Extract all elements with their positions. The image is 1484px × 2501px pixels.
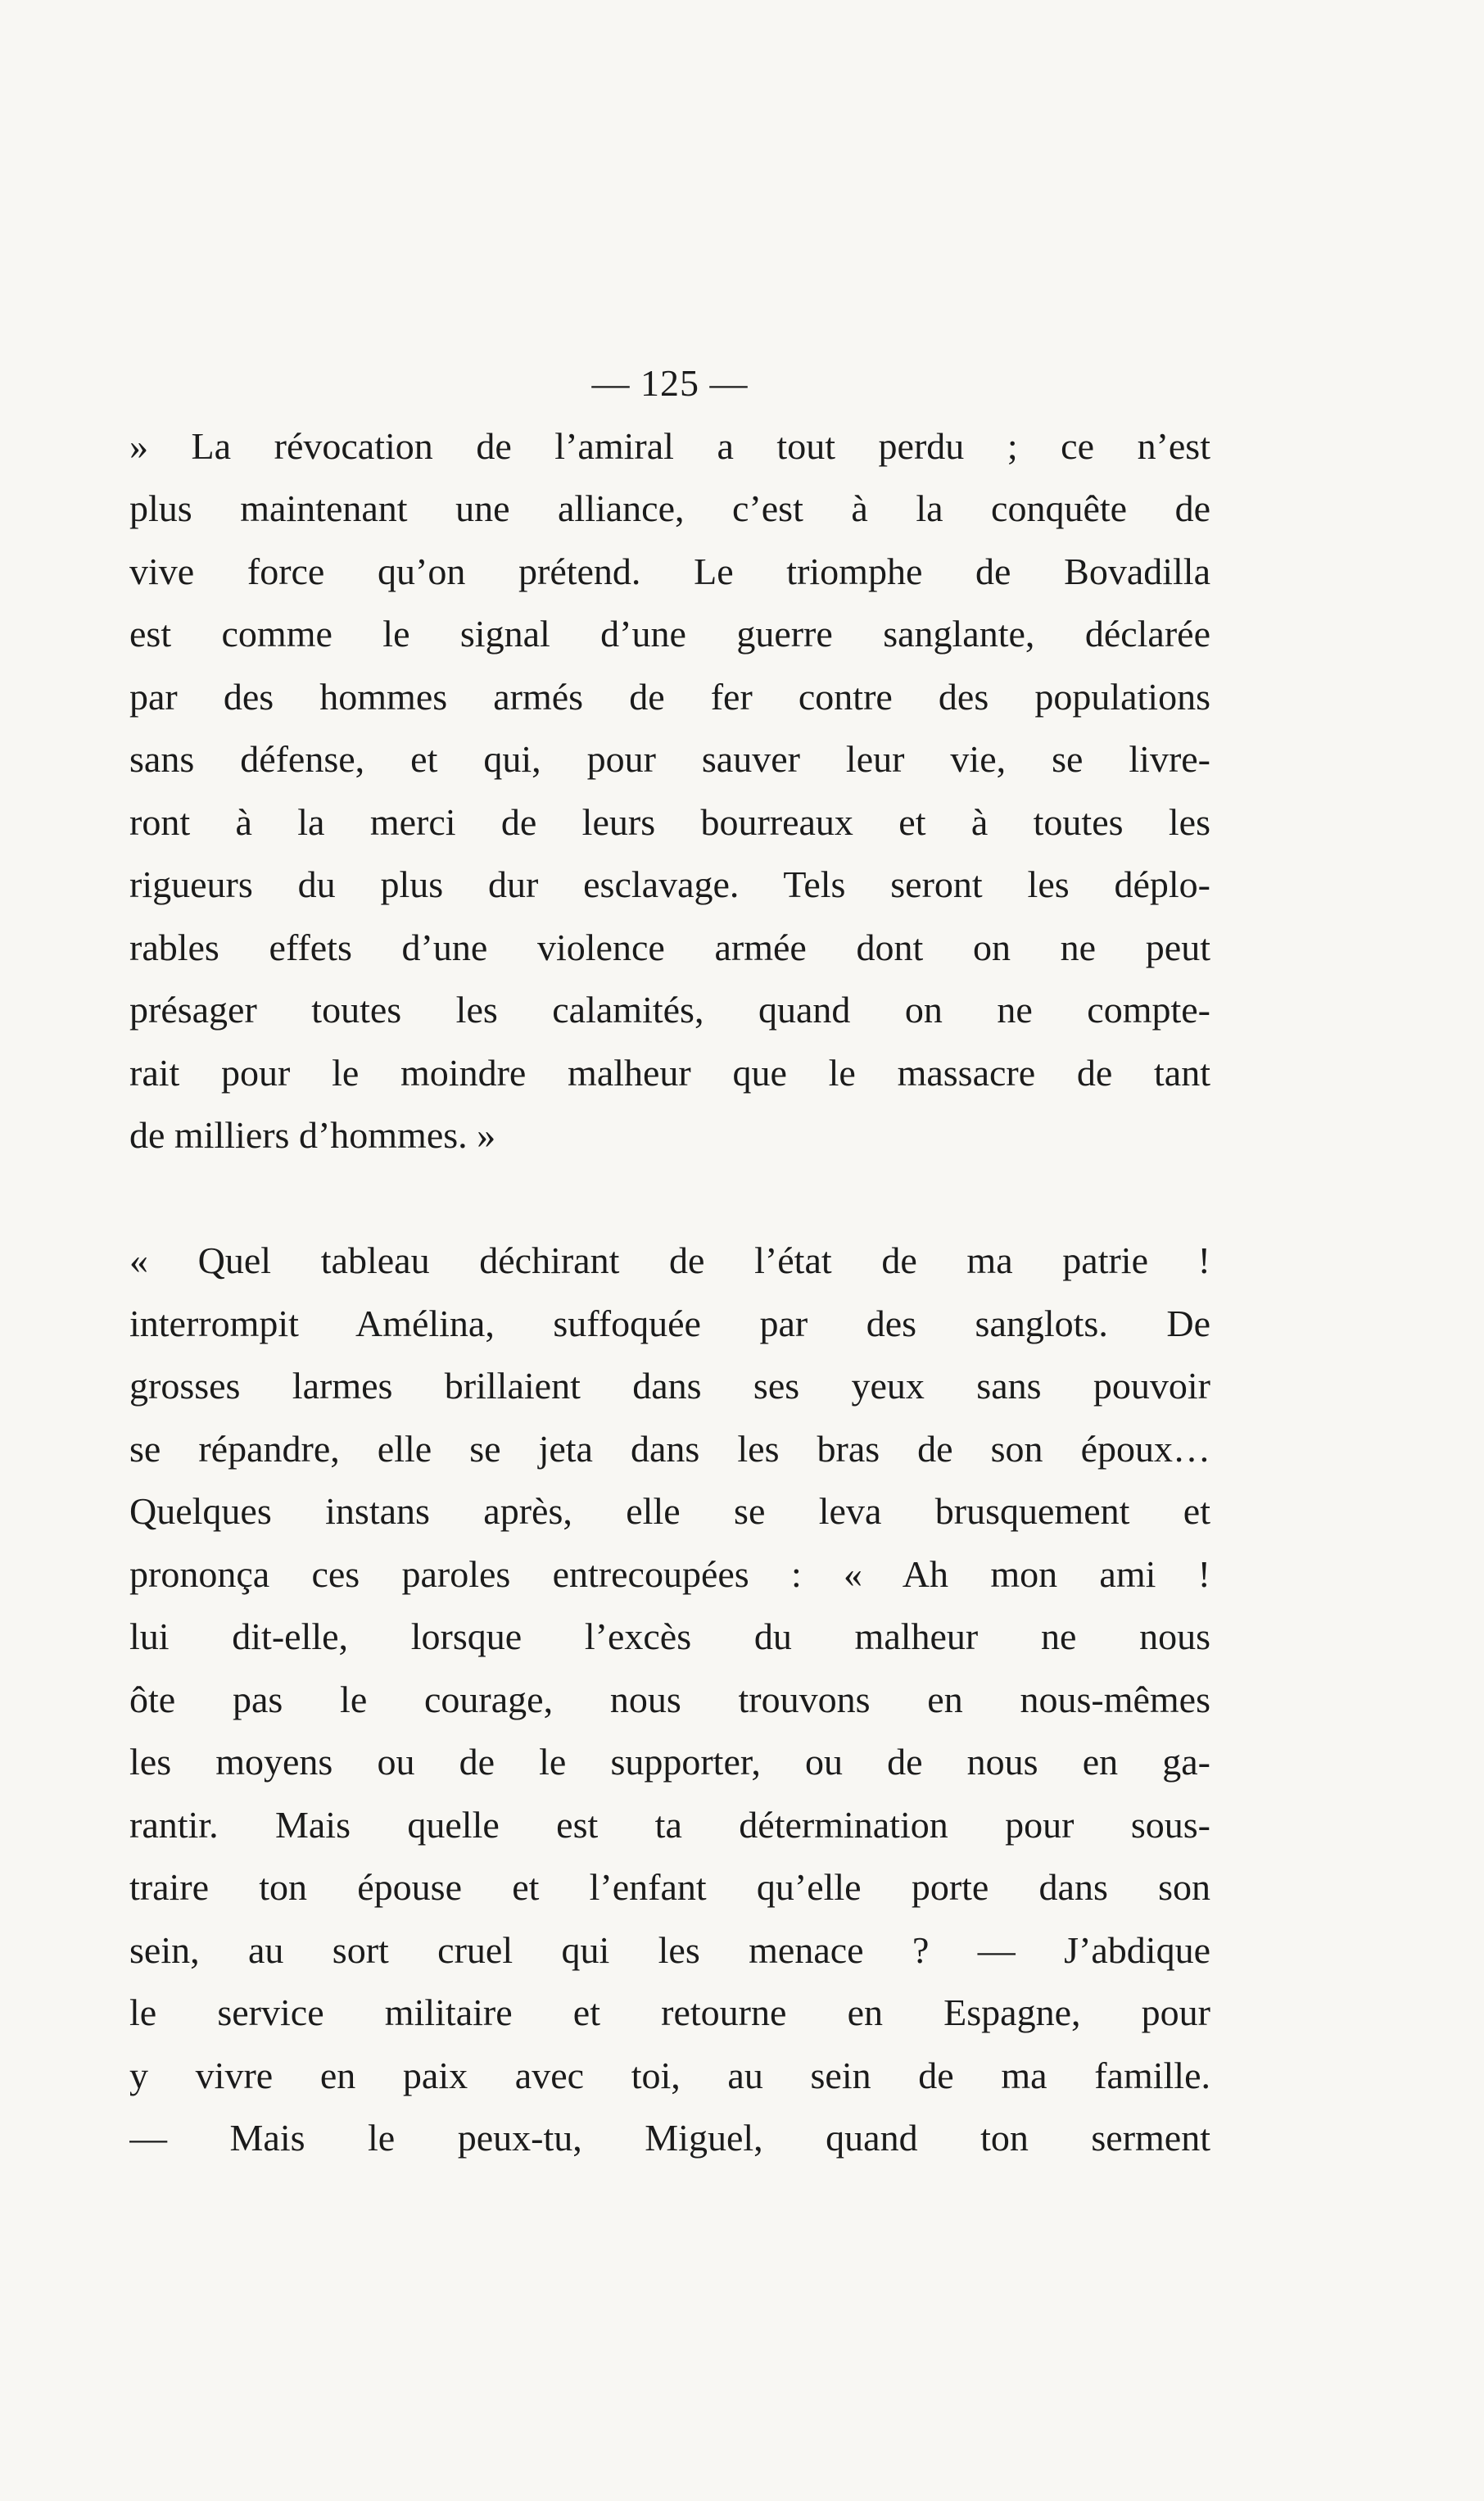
text-line: Quelques instans après, elle se leva brusquement et <box>129 1490 1210 1532</box>
text-line: » La révocation de l’amiral a tout perdu ; ce n’est <box>129 424 1210 467</box>
text-line: par des hommes armés de fer contre des populations <box>129 675 1210 718</box>
text-line: prononça ces paroles entrecoupées : « Ah mon ami ! <box>129 1552 1210 1595</box>
text-line: vive force qu’on prétend. Le triomphe de Bovadilla <box>129 550 1210 592</box>
text-line: est comme le signal d’une guerre sanglante, déclarée <box>129 613 1210 655</box>
text-line: ront à la merci de leurs bourreaux et à toutes les <box>129 800 1210 843</box>
text-line: y vivre en paix avec toi, au sein de ma famille. <box>129 2054 1210 2096</box>
text-line: « Quel tableau déchirant de l’état de ma patrie ! <box>129 1239 1210 1281</box>
text-line: les moyens ou de le supporter, ou de nous en ga- <box>129 1741 1210 1783</box>
text-line: rait pour le moindre malheur que le massacre de tant <box>129 1051 1210 1094</box>
page-number: — 125 — <box>591 362 749 404</box>
text-line: se répandre, elle se jeta dans les bras de son époux… <box>129 1427 1210 1470</box>
paragraph-2 <box>129 1230 1210 2170</box>
text-line: sans défense, et qui, pour sauver leur vie, se livre- <box>129 738 1210 780</box>
text-line: rantir. Mais quelle est ta détermination pour sous- <box>129 1803 1210 1846</box>
paragraph-gap <box>129 1167 1210 1230</box>
text-line: lui dit-elle, lorsque l’excès du malheur ne nous <box>129 1615 1210 1657</box>
text-line: ôte pas le courage, nous trouvons en nous-mêmes <box>129 1678 1210 1720</box>
text-line: présager toutes les calamités, quand on ne compte- <box>129 989 1210 1031</box>
text-line: le service militaire et retourne en Espagne, pour <box>129 1991 1210 2033</box>
text-line: grosses larmes brillaient dans ses yeux sans pouvoir <box>129 1365 1210 1407</box>
text-line: interrompit Amélina, suffoquée par des sanglots. De <box>129 1302 1210 1344</box>
text-line: rables effets d’une violence armée dont on ne peut <box>129 926 1210 968</box>
page-text <box>129 352 1210 2170</box>
text-line: plus maintenant une alliance, c’est à la conquête de <box>129 487 1210 529</box>
text-line: de milliers d’hommes. » <box>129 1114 496 1156</box>
paragraph-1 <box>129 415 1210 1167</box>
text-line: sein, au sort cruel qui les menace ? — J’abdique <box>129 1928 1210 1971</box>
text-line: traire ton épouse et l’enfant qu’elle porte dans son <box>129 1866 1210 1908</box>
text-line: — Mais le peux-tu, Miguel, quand ton serment <box>129 2117 1210 2159</box>
text-line: rigueurs du plus dur esclavage. Tels seront les déplo- <box>129 863 1210 905</box>
